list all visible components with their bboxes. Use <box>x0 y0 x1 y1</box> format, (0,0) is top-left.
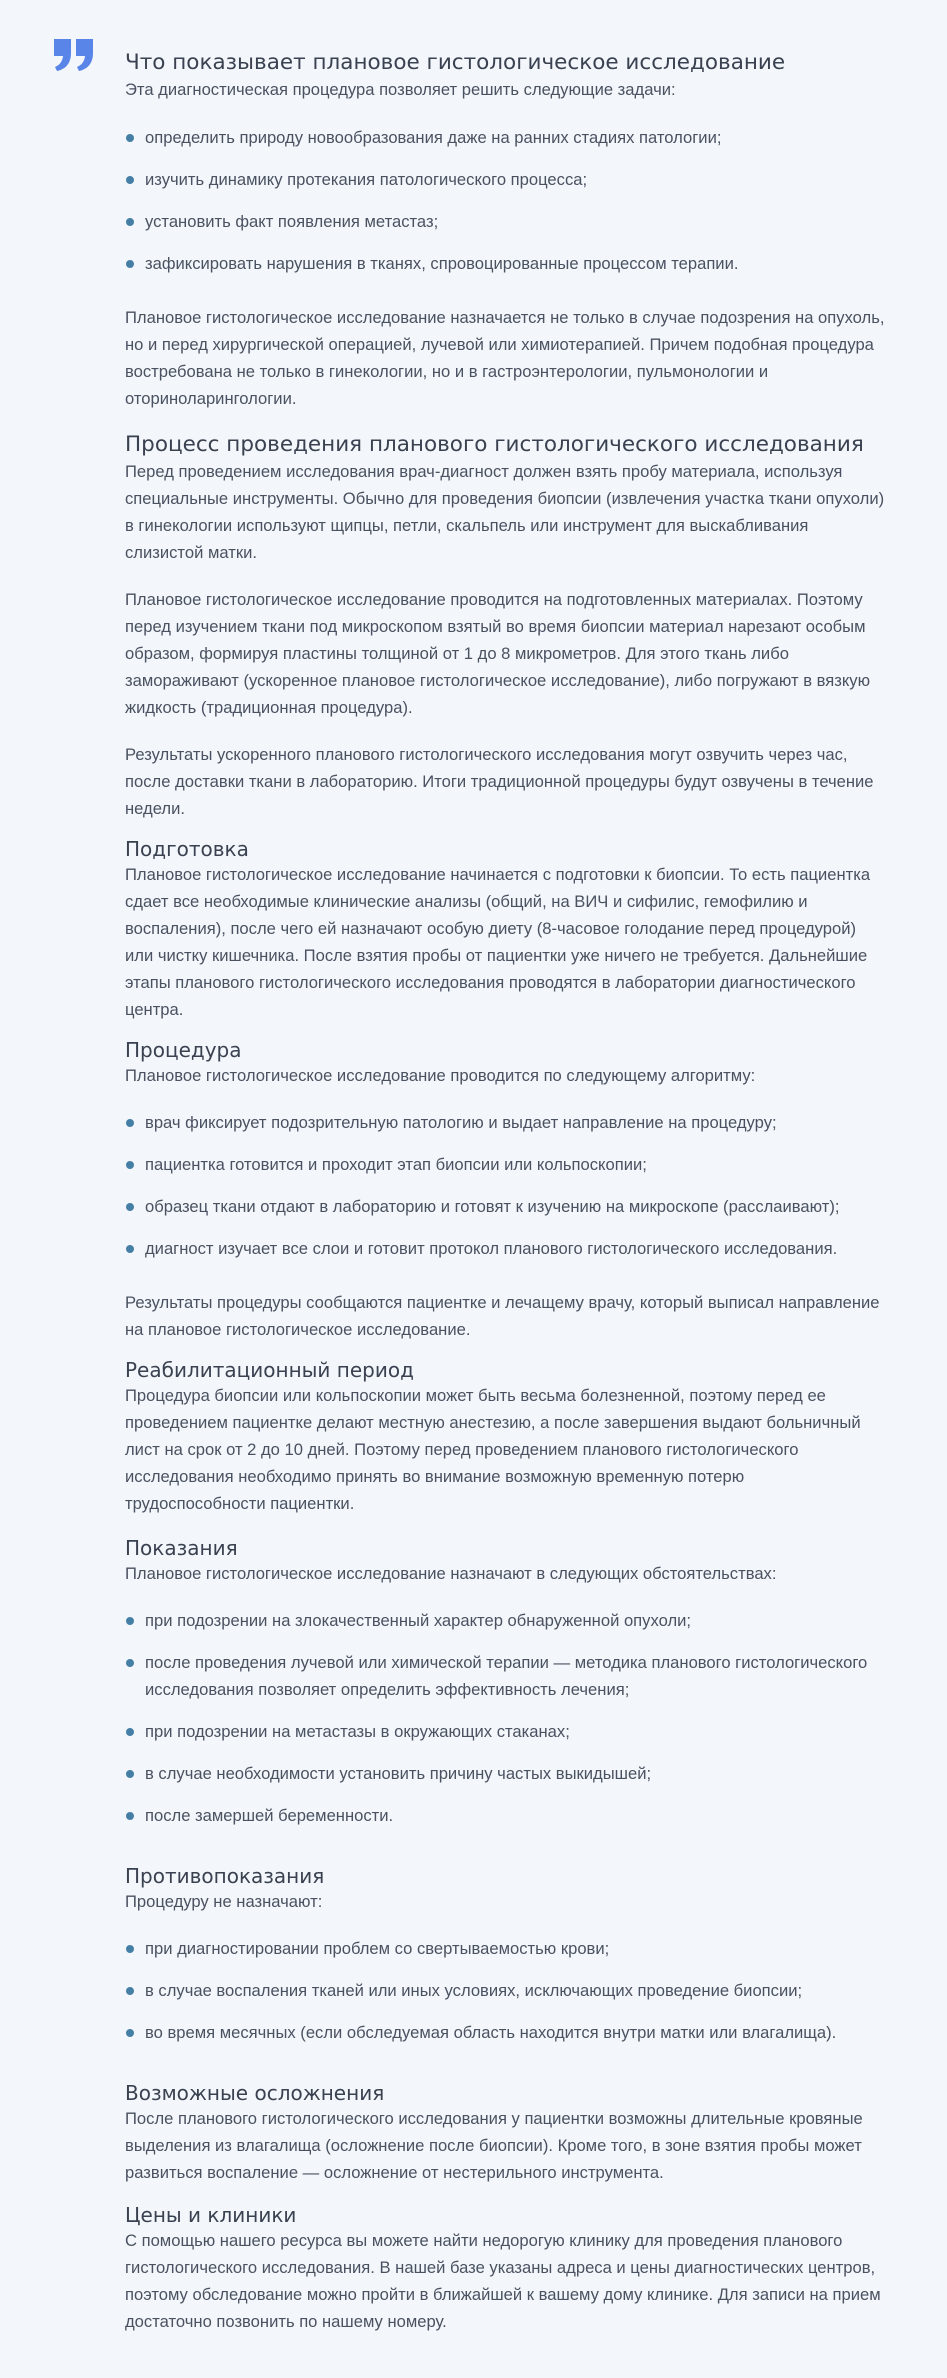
section-preparation <box>125 834 885 1023</box>
list-item: изучить динамику протекания патологического процесса; <box>125 166 885 193</box>
section-rehab <box>125 1355 885 1517</box>
section-title: Возможные осложнения <box>125 2081 385 2105</box>
section-procedure <box>125 1035 885 1343</box>
section-title: Показания <box>125 1536 238 1560</box>
list-item: зафиксировать нарушения в тканях, спровоцированные процессом терапии. <box>125 250 885 277</box>
list-item: после замершей беременности. <box>125 1802 885 1829</box>
list-item: в случае необходимости установить причину частых выкидышей; <box>125 1760 885 1787</box>
paragraph: С помощью нашего ресурса вы можете найти недорогую клинику для проведения планового гистологического исследования. В нашей базе указаны адреса и цены диагностических центров, поэтому обследование можно пройти в ближайшей к вашему дому клинике. Для записи на прием достаточно позвонить по нашему номеру. <box>125 2231 881 2331</box>
list-item: образец ткани отдают в лабораторию и готовят к изучению на микроскопе (расслаивают); <box>125 1193 885 1220</box>
list-item: в случае воспаления тканей или иных условиях, исключающих проведение биопсии; <box>125 1977 885 2004</box>
section-title: Противопоказания <box>125 1864 325 1888</box>
section-title: Подготовка <box>125 837 249 861</box>
section-title: Реабилитационный период <box>125 1358 414 1382</box>
paragraph: Перед проведением исследования врач-диагност должен взять пробу материала, используя специальные инструменты. Обычно для проведения биопсии (извлечения участка ткани опухоли) в гинекологии используют щипцы, петли, скальпель или инструмент для выскабливания слизистой матки. <box>125 462 885 562</box>
section-title: Что показывает плановое гистологическое исследование <box>125 50 786 75</box>
paragraph: Плановое гистологическое исследование назначается не только в случае подозрения на опухоль, но и перед хирургической операцией, лучевой или химиотерапией. Причем подобная процедура востребована не только в гинекологии, но и в гастроэнтерологии, пульмонологии и оториноларингологии. <box>125 308 885 408</box>
list-item: при подозрении на злокачественный характер обнаруженной опухоли; <box>125 1607 885 1634</box>
section-indications <box>125 1533 885 1829</box>
section-contraindications <box>125 1861 885 2046</box>
list-item: во время месячных (если обследуемая область находится внутри матки или влагалища). <box>125 2019 885 2046</box>
bullet-list <box>125 1109 885 1262</box>
bullet-list <box>125 1607 885 1829</box>
paragraph: Плановое гистологическое исследование начинается с подготовки к биопсии. То есть пациентка сдает все необходимые клинические анализы (общий, на ВИЧ и сифилис, гемофилию и воспаления), после чего ей назначают особую диету (8-часовое голодание перед процедурой) или чистку кишечника. После взятия пробы от пациентки уже ничего не требуется. Дальнейшие этапы планового гистологического исследования проводятся в лаборатории диагностического центра. <box>125 865 871 1019</box>
list-item: врач фиксирует подозрительную патологию и выдает направление на процедуру; <box>125 1109 885 1136</box>
paragraph: Процедура биопсии или кольпоскопии может быть весьма болезненной, поэтому перед ее проведением пациентке делают местную анестезию, а после завершения выдают больничный лист на срок от 2 до 10 дней. Поэтому перед проведением планового гистологического исследования необходимо принять во внимание возможную временную потерю трудоспособности пациентки. <box>125 1386 861 1513</box>
paragraph: Плановое гистологическое исследование проводится на подготовленных материалах. Поэтому перед изучением ткани под микроскопом взятый во время биопсии материал нарезают особым образом, формируя пластины толщиной от 1 до 8 микрометров. Для этого ткань либо замораживают (ускоренное плановое гистологическое исследование), либо погружают в вязкую жидкость (традиционная процедура). <box>125 590 871 717</box>
bullet-list <box>125 124 885 277</box>
section-complications <box>125 2078 885 2186</box>
section-intro: Плановое гистологическое исследование назначают в следующих обстоятельствах: <box>125 1564 777 1583</box>
quote-icon <box>53 38 95 72</box>
list-item: диагност изучает все слои и готовит протокол планового гистологического исследования. <box>125 1235 885 1262</box>
section-process <box>125 430 885 822</box>
section-prices <box>125 2200 885 2335</box>
paragraph: Результаты ускоренного планового гистологического исследования могут озвучить через час, после доставки ткани в лабораторию. Итоги традиционной процедуры будут озвучены в течение недели. <box>125 745 874 818</box>
section-intro: Эта диагностическая процедура позволяет решить следующие задачи: <box>125 80 676 99</box>
section-what-shows <box>125 48 885 412</box>
section-title: Процедура <box>125 1038 242 1062</box>
list-item: при диагностировании проблем со свертываемостью крови; <box>125 1935 885 1962</box>
paragraph: Результаты процедуры сообщаются пациентке и лечащему врачу, который выписал направление на плановое гистологическое исследование. <box>125 1293 880 1339</box>
article-content <box>125 48 885 2335</box>
section-title: Процесс проведения планового гистологического исследования <box>125 432 864 457</box>
section-intro: Плановое гистологическое исследование проводится по следующему алгоритму: <box>125 1066 756 1085</box>
list-item: после проведения лучевой или химической терапии — методика планового гистологического исследования позволяет определить эффективность лечения; <box>125 1649 885 1703</box>
list-item: при подозрении на метастазы в окружающих стаканах; <box>125 1718 885 1745</box>
bullet-list <box>125 1935 885 2046</box>
section-title: Цены и клиники <box>125 2203 297 2227</box>
paragraph: После планового гистологического исследования у пациентки возможны длительные кровяные выделения из влагалища (осложнение после биопсии). Кроме того, в зоне взятия пробы может развиться воспаление — осложнение от нестерильного инструмента. <box>125 2109 863 2182</box>
list-item: определить природу новообразования даже на ранних стадиях патологии; <box>125 124 885 151</box>
section-intro: Процедуру не назначают: <box>125 1892 323 1911</box>
list-item: пациентка готовится и проходит этап биопсии или кольпоскопии; <box>125 1151 885 1178</box>
list-item: установить факт появления метастаз; <box>125 208 885 235</box>
